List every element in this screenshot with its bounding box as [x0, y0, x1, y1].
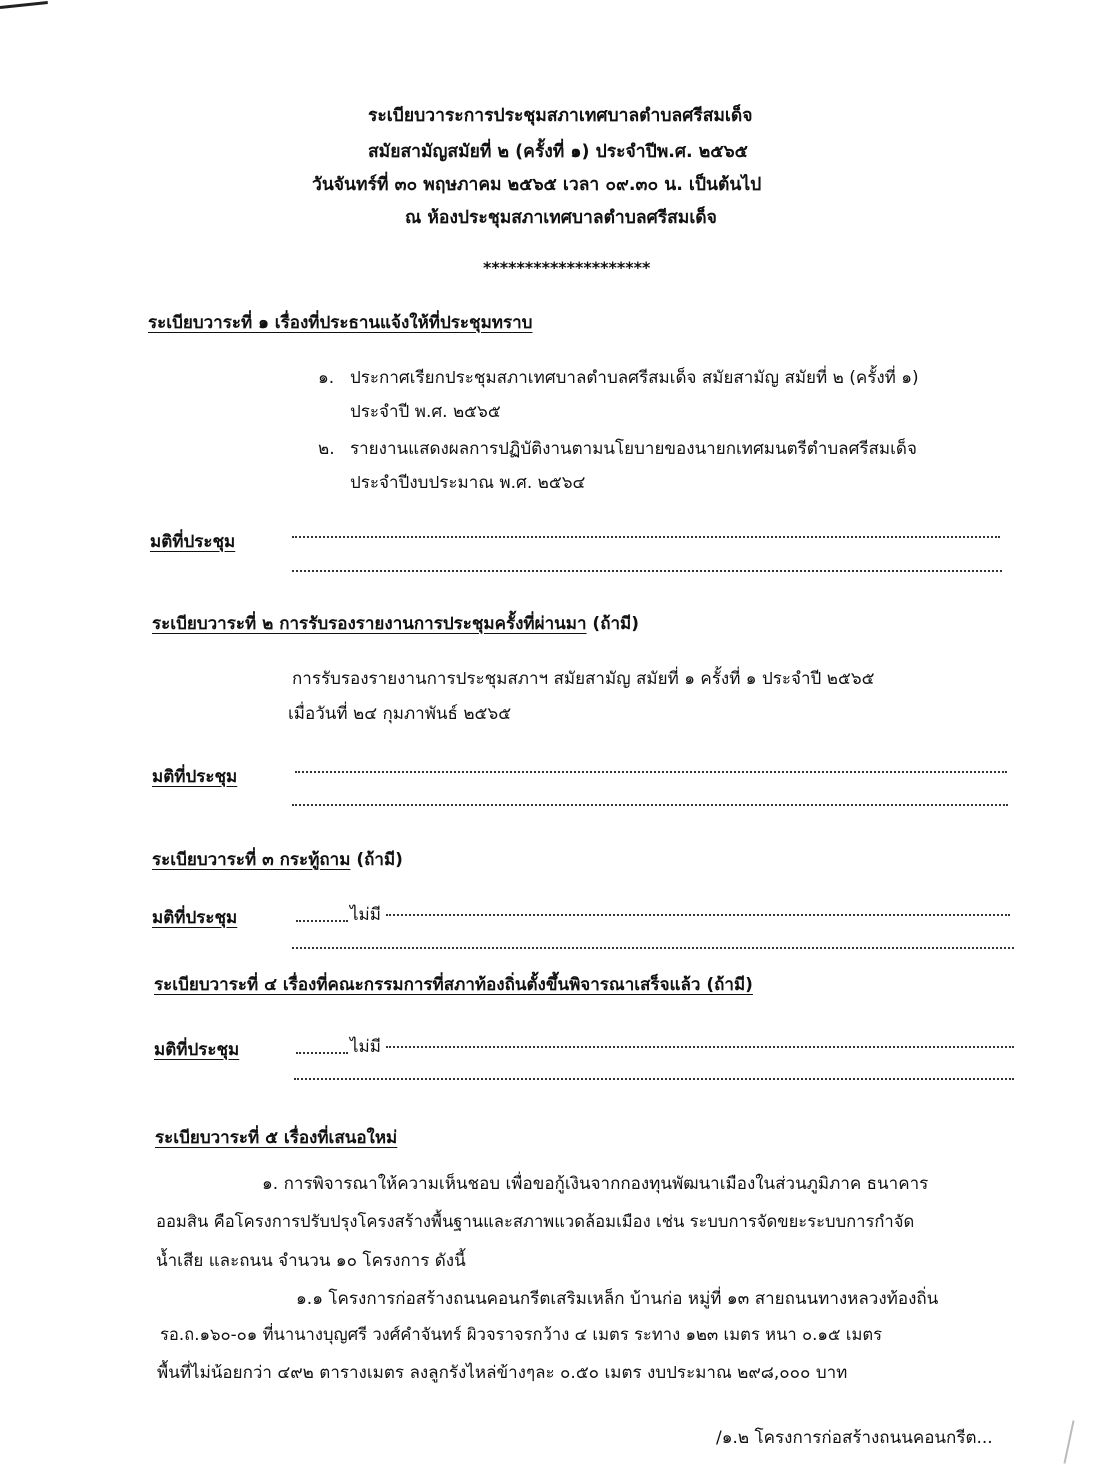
agenda4-resolution-leader	[296, 1052, 348, 1054]
agenda5-para1-line2: ออมสิน คือโครงการปรับปรุงโครงสร้างพื้นฐานและสภาพแวดล้อมเมือง เช่น ระบบการจัดขยะระบบการกำจัด	[156, 1212, 915, 1231]
agenda1-item1-line2: ประจำปี พ.ศ. ๒๕๖๕	[350, 402, 501, 422]
header-session: สมัยสามัญสมัยที่ ๒ (ครั้งที่ ๑) ประจำปีพ.ศ. ๒๕๖๕	[368, 142, 748, 162]
agenda3-heading-row	[152, 848, 403, 872]
agenda1-item2-number: ๒.	[318, 439, 335, 459]
agenda5-para1-line1: ๑. การพิจารณาให้ความเห็นชอบ เพื่อขอกู้เงินจากกองทุนพัฒนาเมืองในส่วนภูมิภาค ธนาคาร	[262, 1174, 929, 1194]
agenda3-resolution-label: มติที่ประชุม	[152, 908, 238, 928]
agenda1-resolution-label: มติที่ประชุม	[150, 532, 236, 552]
agenda4-resolution-line-2	[294, 1078, 1014, 1080]
agenda2-resolution-line-2	[292, 804, 1008, 806]
agenda1-item1-line1: ประกาศเรียกประชุมสภาเทศบาลตำบลศรีสมเด็จ สมัยสามัญ สมัยที่ ๒ (ครั้งที่ ๑)	[350, 368, 919, 388]
agenda2-body-line2: เมื่อวันที่ ๒๔ กุมภาพันธ์ ๒๕๖๕	[288, 704, 512, 724]
agenda4-resolution-value: ไม่มี	[350, 1037, 381, 1057]
agenda3-resolution-line-2	[292, 947, 1014, 949]
scan-smudge	[1063, 1420, 1074, 1463]
agenda2-heading-row	[152, 612, 639, 636]
agenda2-body-line1: การรับรองรายงานการประชุมสภาฯ สมัยสามัญ สมัยที่ ๑ ครั้งที่ ๑ ประจำปี ๒๕๖๕	[292, 669, 875, 689]
agenda1-heading: ระเบียบวาระที่ ๑ เรื่องที่ประธานแจ้งให้ที่ประชุมทราบ	[148, 313, 533, 333]
scan-edge-mark	[0, 1, 48, 9]
agenda2-resolution-label: มติที่ประชุม	[152, 767, 238, 787]
agenda3-resolution-leader	[296, 920, 348, 922]
agenda1-item2-line2: ประจำปีงบประมาณ พ.ศ. ๒๕๖๔	[350, 473, 586, 493]
header-venue: ณ ห้องประชุมสภาเทศบาลตำบลศรีสมเด็จ	[405, 208, 717, 228]
agenda5-para2-line3: พื้นที่ไม่น้อยกว่า ๔๙๒ ตารางเมตร ลงลูกรังไหล่ข้างๆละ ๐.๕๐ เมตร งบประมาณ ๒๙๘,๐๐๐ บาท	[157, 1363, 848, 1383]
agenda1-item1-number: ๑.	[318, 368, 335, 388]
header-separator: ********************	[483, 258, 651, 277]
agenda3-resolution-value: ไม่มี	[350, 905, 381, 925]
agenda5-heading: ระเบียบวาระที่ ๕ เรื่องที่เสนอใหม่	[155, 1128, 398, 1148]
agenda3-resolution-line-1	[386, 914, 1010, 916]
agenda2-heading: ระเบียบวาระที่ ๒ การรับรองรายงานการประชุมครั้งที่ผ่านมา	[152, 614, 587, 634]
agenda2-resolution-line-1	[295, 771, 1007, 773]
header-date-time: วันจันทร์ที่ ๓๐ พฤษภาคม ๒๕๖๕ เวลา ๐๙.๓๐ น. เป็นต้นไป	[312, 175, 762, 195]
agenda5-para2-line2: รอ.ถ.๑๖๐-๐๑ ที่นานางบุญศรี วงศ์คำจันทร์ ผิวจราจรกว้าง ๔ เมตร ระทาง ๑๒๓ เมตร หนา ๐.๑๕ เมตร	[160, 1325, 883, 1344]
agenda1-resolution-line-2	[292, 570, 1002, 572]
agenda3-heading: ระเบียบวาระที่ ๓ กระทู้ถาม	[152, 850, 351, 870]
agenda5-para1-line3: น้ำเสีย และถนน จำนวน ๑๐ โครงการ ดังนี้	[156, 1251, 466, 1271]
header-title: ระเบียบวาระการประชุมสภาเทศบาลตำบลศรีสมเด็จ	[368, 106, 753, 126]
agenda5-para2-line1: ๑.๑ โครงการก่อสร้างถนนคอนกรีตเสริมเหล็ก บ้านก่อ หมู่ที่ ๑๓ สายถนนทางหลวงท้องถิ่น	[296, 1289, 939, 1309]
agenda2-heading-suffix: (ถ้ามี)	[586, 614, 640, 634]
page-continuation: /๑.๒ โครงการก่อสร้างถนนคอนกรีต...	[716, 1428, 993, 1448]
agenda1-item2-line1: รายงานแสดงผลการปฏิบัติงานตามนโยบายของนายกเทศมนตรีตำบลศรีสมเด็จ	[350, 439, 917, 459]
agenda4-resolution-label: มติที่ประชุม	[154, 1040, 240, 1060]
agenda4-heading: ระเบียบวาระที่ ๔ เรื่องที่คณะกรรมการที่สภาท้องถิ่นตั้งขึ้นพิจารณาเสร็จแล้ว (ถ้ามี)	[154, 975, 753, 995]
agenda1-resolution-line-1	[292, 536, 1000, 538]
agenda4-resolution-line-1	[386, 1046, 1014, 1048]
agenda3-heading-suffix: (ถ้ามี)	[350, 850, 403, 870]
